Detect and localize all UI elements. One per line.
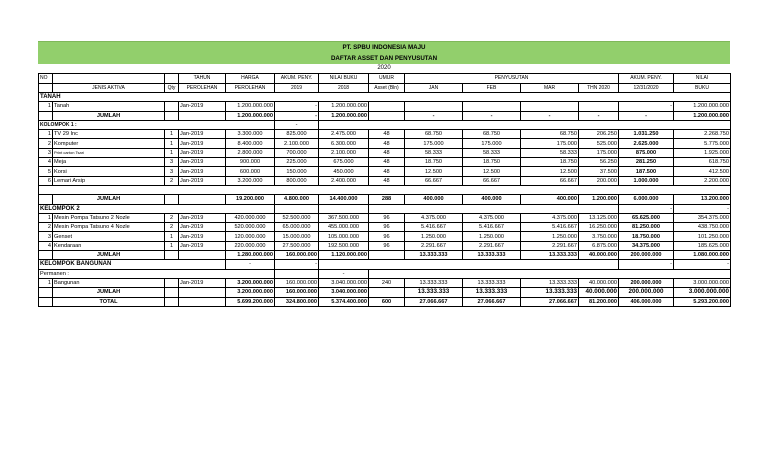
header-row-1 [39, 74, 731, 84]
cell-thn: 200.000 [579, 176, 619, 185]
cell-jan: 58.333 [405, 148, 463, 157]
cell-nb20: 101.250.000 [674, 232, 731, 241]
cell-nb: 450.000 [319, 167, 369, 176]
cell-thn: 13.125.000 [579, 213, 619, 222]
cell-umur: 96 [369, 213, 405, 222]
table-row[interactable] [39, 213, 731, 222]
cell-nb20: 1.925.000 [674, 148, 731, 157]
cell-akum: 27.500.000 [275, 241, 319, 250]
cell-thn: 16.250.000 [579, 223, 619, 232]
subtotal-row[interactable]: JUMLAH 1.200.000.000 - 1.200.000.000 - - - - - 1.200.000.000 [39, 111, 731, 120]
col-akum: AKUM. PENY. [275, 74, 319, 84]
cell-no: 1 [39, 130, 53, 139]
cell-jan: 5.416.667 [405, 223, 463, 232]
cell-feb: 58.333 [463, 148, 521, 157]
col-mar: MAR [521, 83, 579, 93]
year-label: 2020 [377, 65, 391, 71]
cell-akum: 150.000 [275, 167, 319, 176]
cell-jan: 4.375.000 [405, 213, 463, 222]
cell-akum: 825.000 [275, 130, 319, 139]
cell-tahun: Jan-2019 [179, 158, 226, 167]
cell-qty: 1 [165, 148, 179, 157]
total-row[interactable]: TOTAL 5.699.200.000 324.800.000 5.374.400.000 600 27.066.667 27.066.667 27.066.667 81.200.000 406.000.000 5.293.200.000 [39, 297, 731, 306]
cell-tahun: Jan-2019 [179, 139, 226, 148]
cell-mar: 175.000 [521, 139, 579, 148]
cell-no: 5 [39, 167, 53, 176]
section-kelompok-2: KELOMPOK 2 - - [40, 205, 729, 212]
cell-feb: 4.375.000 [463, 213, 521, 222]
cell-harga: 3.300.000 [226, 130, 275, 139]
cell-thn: 37.500 [579, 167, 619, 176]
cell-a20: 34.375.000 [619, 241, 674, 250]
cell-jan: 66.667 [405, 176, 463, 185]
cell-thn: 525.000 [579, 139, 619, 148]
cell-a20: 81.250.000 [619, 223, 674, 232]
header-banner [38, 41, 730, 64]
cell-harga: 8.400.000 [226, 139, 275, 148]
cell-qty: 2 [165, 176, 179, 185]
table-row[interactable] [39, 241, 731, 250]
cell-nb20: 354.375.000 [674, 213, 731, 222]
cell-nb: 455.000.000 [319, 223, 369, 232]
cell-tahun: Jan-2019 [179, 148, 226, 157]
col-jan: JAN [405, 83, 463, 93]
cell-thn: 175.000 [579, 148, 619, 157]
cell-akum: 15.000.000 [275, 232, 319, 241]
table-row[interactable] [39, 158, 731, 167]
cell-qty: 1 [165, 241, 179, 250]
cell-a20: 18.750.000 [619, 232, 674, 241]
spreadsheet [38, 41, 730, 307]
cell-name: Meja [53, 158, 165, 167]
cell-mar: 4.375.000 [521, 213, 579, 222]
cell-harga: 420.000.000 [226, 213, 275, 222]
cell-akum: 225.000 [275, 158, 319, 167]
cell-mar: 5.416.667 [521, 223, 579, 232]
col-nb: NILAI [674, 74, 731, 84]
cell-tahun: Jan-2019 [179, 176, 226, 185]
cell-thn: 56.250 [579, 158, 619, 167]
cell-umur: 48 [369, 176, 405, 185]
cell-qty: 1 [165, 139, 179, 148]
cell-nb20: 412.500 [674, 167, 731, 176]
cell-nb: 105.000.000 [319, 232, 369, 241]
cell-no: 6 [39, 176, 53, 185]
cell-no: 3 [39, 148, 53, 157]
cell-umur: 96 [369, 241, 405, 250]
cell-mar: 1.250.000 [521, 232, 579, 241]
cell-feb: 175.000 [463, 139, 521, 148]
cell-feb: 18.750 [463, 158, 521, 167]
cell-nb20: 2.268.750 [674, 130, 731, 139]
cell-feb: 12.500 [463, 167, 521, 176]
cell-mar: 66.667 [521, 176, 579, 185]
cell-name: Print carton Tsari [53, 148, 165, 157]
cell-thn: 206.250 [579, 130, 619, 139]
cell-no: 2 [39, 139, 53, 148]
table-row[interactable] [39, 130, 731, 139]
cell-harga: 2.800.000 [226, 148, 275, 157]
cell-nb20: 185.625.000 [674, 241, 731, 250]
cell-name: TV 29 Inc [53, 130, 165, 139]
cell-jan: 68.750 [405, 130, 463, 139]
cell-name: Korsi [53, 167, 165, 176]
section-bangunan: KELOMPOK BANGUNAN - - - - [40, 261, 729, 268]
cell-qty: 2 [165, 213, 179, 222]
cell-akum: 2.100.000 [275, 139, 319, 148]
cell-qty: 1 [165, 130, 179, 139]
cell-nb20: 438.750.000 [674, 223, 731, 232]
cell-a20: 1.031.250 [619, 130, 674, 139]
cell-feb: 66.667 [463, 176, 521, 185]
cell-jan: 1.250.000 [405, 232, 463, 241]
cell-no: 4 [39, 241, 53, 250]
table-row[interactable] [39, 232, 731, 241]
asset-table [38, 73, 731, 307]
cell-thn: 6.875.000 [579, 241, 619, 250]
cell-qty: 3 [165, 158, 179, 167]
cell-harga: 220.000.000 [226, 241, 275, 250]
cell-jan: 12.500 [405, 167, 463, 176]
col-akum2020: AKUM. PENY. [619, 74, 674, 84]
cell-nb: 2.475.000 [319, 130, 369, 139]
table-row[interactable] [39, 139, 731, 148]
cell-nb: 2.400.000 [319, 176, 369, 185]
cell-umur: 48 [369, 167, 405, 176]
cell-nb: 2.100.000 [319, 148, 369, 157]
col-feb: FEB [463, 83, 521, 93]
cell-tahun: Jan-2019 [179, 232, 226, 241]
cell-no: 3 [39, 232, 53, 241]
cell-nb20: 2.200.000 [674, 176, 731, 185]
cell-nb: 367.500.000 [319, 213, 369, 222]
spacer-row [39, 185, 731, 194]
table-row[interactable]: 1 Bangunan Jan-2019 3.200.000.000 160.000.000 3.040.000.000 240 13.333.333 13.333.333 13.333.333 40.000.000 200.000.000 3.000.000.000 [39, 278, 731, 287]
cell-nb: 6.300.000 [319, 139, 369, 148]
cell-akum: 700.000 [275, 148, 319, 157]
cell-feb: 5.416.667 [463, 223, 521, 232]
col-qty: Qty [165, 83, 179, 93]
cell-tahun: Jan-2019 [179, 130, 226, 139]
cell-umur: 96 [369, 223, 405, 232]
cell-jan: 175.000 [405, 139, 463, 148]
cell-harga: 120.000.000 [226, 232, 275, 241]
cell-qty: 2 [165, 223, 179, 232]
cell-harga: 520.000.000 [226, 223, 275, 232]
kelompok-1-rows [39, 130, 731, 186]
col-penyusutan: PENYUSUTAN [405, 74, 619, 84]
cell-name: Mesin Pompa Tatsuno 4 Nozle [53, 223, 165, 232]
cell-thn: 3.750.000 [579, 232, 619, 241]
cell-no: 4 [39, 158, 53, 167]
subtotal-row[interactable]: JUMLAH 1.280.000.000 160.000.000 1.120.000.000 13.333.333 13.333.333 13.333.333 40.000.000 200.000.000 1.080.000.000 [39, 251, 731, 260]
table-row[interactable]: 1 Tanah Jan-2019 1.200.000.000 - 1.200.000.000 - 1.200.000.000 [39, 102, 731, 111]
cell-mar: 58.333 [521, 148, 579, 157]
kelompok-2-rows [39, 213, 731, 250]
cell-qty: 3 [165, 167, 179, 176]
cell-name: Lemari Arsip [53, 176, 165, 185]
cell-feb: 2.291.667 [463, 241, 521, 250]
col-thn: THN 2020 [579, 83, 619, 93]
cell-name: Kendaraan [53, 241, 165, 250]
cell-umur: 48 [369, 158, 405, 167]
cell-umur: 48 [369, 130, 405, 139]
cell-nb20: 618.750 [674, 158, 731, 167]
cell-tahun: Jan-2019 [179, 241, 226, 250]
table-row[interactable] [39, 223, 731, 232]
cell-a20: 1.000.000 [619, 176, 674, 185]
sheet-title: DAFTAR ASSET DAN PENYUSUTAN [330, 55, 438, 62]
cell-tahun: Jan-2019 [179, 167, 226, 176]
table-row[interactable] [39, 148, 731, 157]
cell-jan: 18.750 [405, 158, 463, 167]
header-row-2: JENIS AKTIVA Qty PEROLEHAN PEROLEHAN 2019 2018 Asset (Bln) JAN FEB MAR THN 2020 12/31/2020 BUKU [39, 83, 731, 93]
table-row[interactable] [39, 167, 731, 176]
cell-nb20: 5.775.000 [674, 139, 731, 148]
col-no: NO [39, 74, 53, 84]
cell-qty: 1 [165, 232, 179, 241]
cell-harga: 3.200.000 [226, 176, 275, 185]
col-umur: UMUR [369, 74, 405, 84]
col-tahun: TAHUN [179, 74, 226, 84]
cell-mar: 18.750 [521, 158, 579, 167]
cell-harga: 600.000 [226, 167, 275, 176]
cell-name: Komputer [53, 139, 165, 148]
cell-feb: 68.750 [463, 130, 521, 139]
cell-a20: 875.000 [619, 148, 674, 157]
permanen-row: Permanen : - [39, 269, 731, 278]
cell-name: Genset [53, 232, 165, 241]
cell-no: 1 [39, 213, 53, 222]
cell-mar: 2.291.667 [521, 241, 579, 250]
cell-akum: 65.000.000 [275, 223, 319, 232]
col-harga: HARGA [226, 74, 275, 84]
cell-a20: 2.625.000 [619, 139, 674, 148]
cell-harga: 900.000 [226, 158, 275, 167]
cell-nb: 192.500.000 [319, 241, 369, 250]
cell-umur: 48 [369, 148, 405, 157]
cell-tahun: Jan-2019 [179, 223, 226, 232]
cell-a20: 187.500 [619, 167, 674, 176]
cell-akum: 800.000 [275, 176, 319, 185]
section-kelompok-1: KOLOMPOK 1 : - [39, 120, 731, 129]
cell-umur: 96 [369, 232, 405, 241]
cell-mar: 68.750 [521, 130, 579, 139]
cell-umur: 48 [369, 139, 405, 148]
cell-akum: 52.500.000 [275, 213, 319, 222]
cell-jan: 2.291.667 [405, 241, 463, 250]
cell-a20: 65.625.000 [619, 213, 674, 222]
section-tanah: TANAH [39, 93, 731, 102]
cell-no: 2 [39, 223, 53, 232]
cell-tahun: Jan-2019 [179, 213, 226, 222]
subtotal-row[interactable]: JUMLAH 3.200.000.000 160.000.000 3.040.000.000 13.333.333 13.333.333 13.333.333 40.000.000 200.000.000 3.000.000.000 [39, 288, 731, 297]
col-nilai: NILAI BUKU [319, 74, 369, 84]
cell-mar: 12.500 [521, 167, 579, 176]
cell-name: Mesin Pompa Tatsuno 2 Nozle [53, 213, 165, 222]
table-row[interactable] [39, 176, 731, 185]
company-name: PT. SPBU INDONESIA MAJU [342, 44, 426, 51]
cell-a20: 281.250 [619, 158, 674, 167]
cell-nb: 675.000 [319, 158, 369, 167]
subtotal-row[interactable]: JUMLAH 19.200.000 4.800.000 14.400.000 288 400.000 400.000 400.000 1.200.000 6.000.000 13.200.000 [39, 195, 731, 204]
col-jenis: JENIS AKTIVA [53, 83, 165, 93]
cell-feb: 1.250.000 [463, 232, 521, 241]
